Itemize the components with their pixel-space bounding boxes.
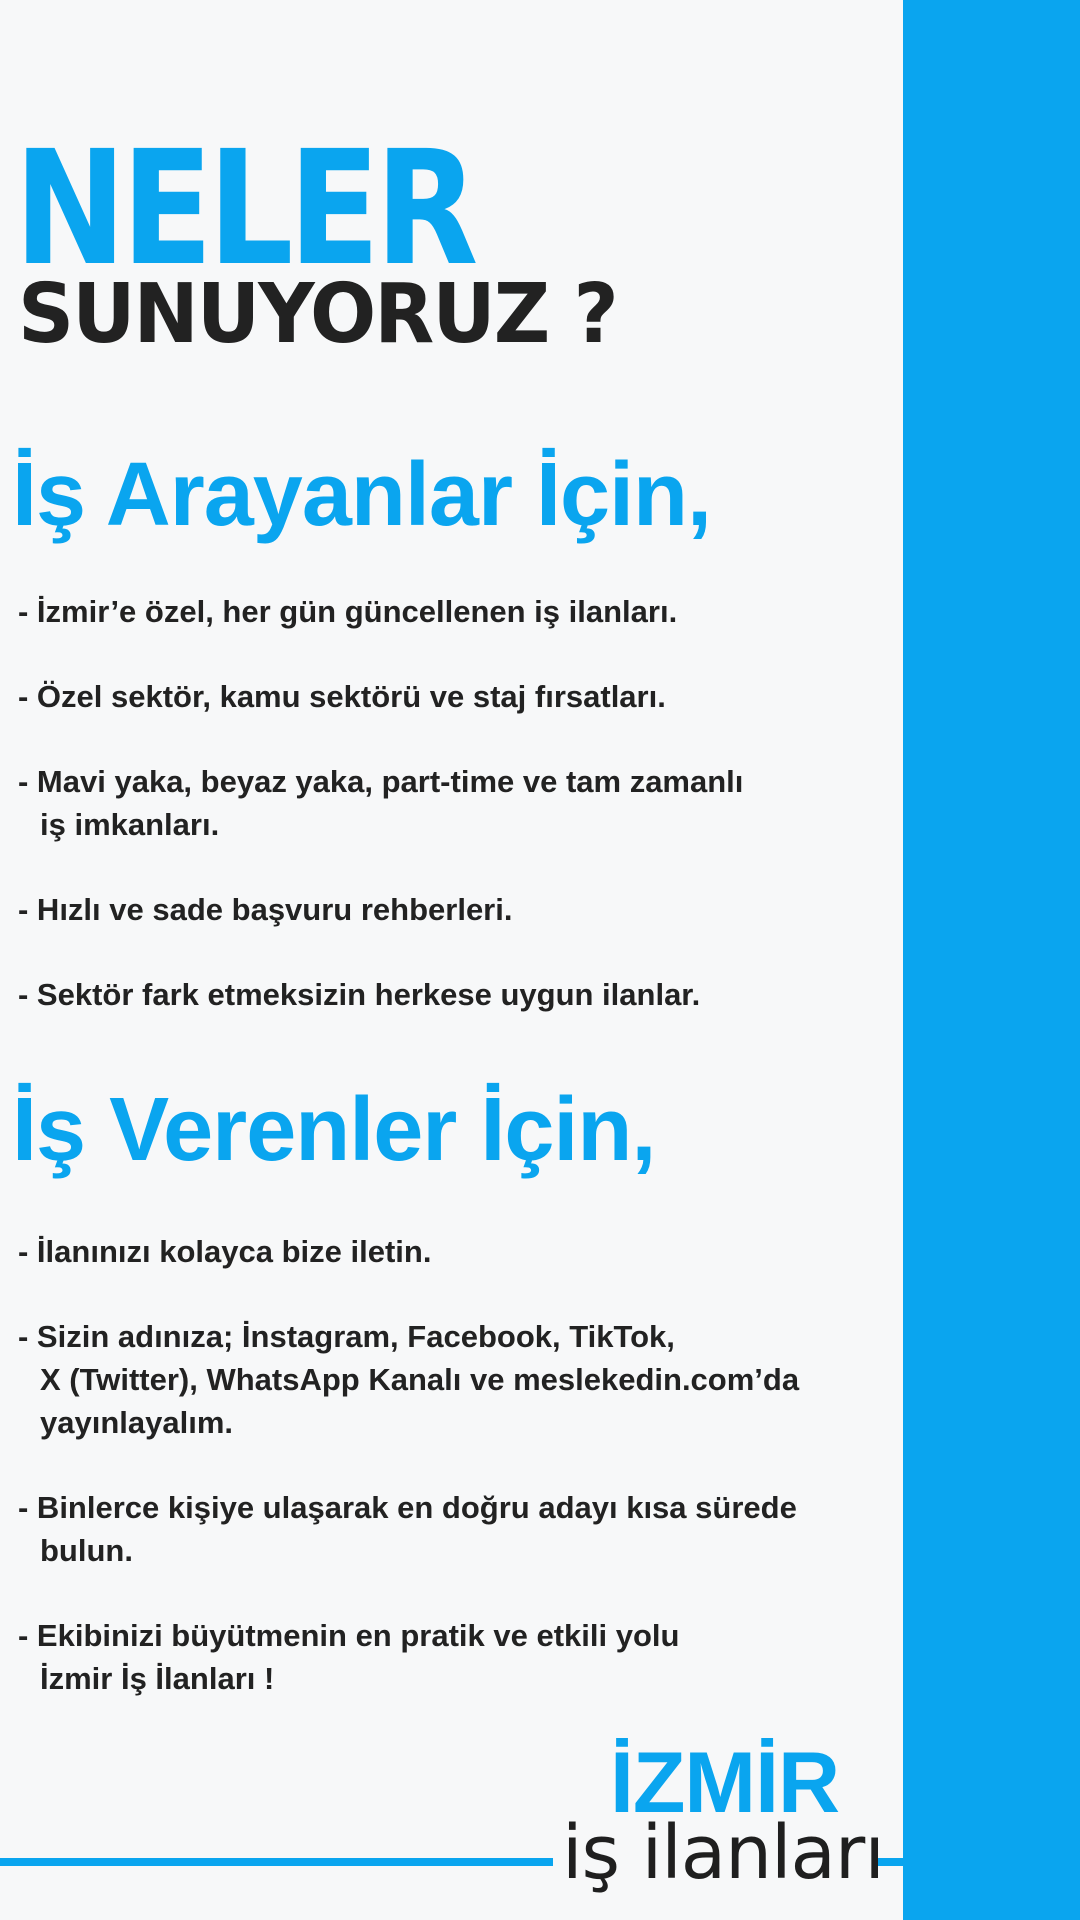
side-accent-bar <box>903 0 1080 1920</box>
list-item: - Özel sektör, kamu sektörü ve staj fırsatları. <box>18 679 666 714</box>
list-item: - Ekibinizi büyütmenin en pratik ve etkili yolu İzmir İş İlanları ! <box>18 1618 680 1696</box>
list-item: - İzmir’e özel, her gün güncellenen iş ilanları. <box>18 594 678 629</box>
logo-tagline-text: iş ilanları <box>562 1810 884 1896</box>
employers-title: İş Verenler İçin, <box>12 1080 656 1180</box>
list-item: - Mavi yaka, beyaz yaka, part-time ve tam zamanlı iş imkanları. <box>18 764 744 842</box>
list-item: - Hızlı ve sade başvuru rehberleri. <box>18 892 513 927</box>
list-item: - Binlerce kişiye ulaşarak en doğru adayı kısa sürede bulun. <box>18 1490 797 1568</box>
list-item: - İlanınızı kolayca bize iletin. <box>18 1234 432 1269</box>
list-item: - Sektör fark etmeksizin herkese uygun ilanlar. <box>18 977 701 1012</box>
employers-list <box>18 1230 858 1742</box>
list-item: - Sizin adınıza; İnstagram, Facebook, TikTok, X (Twitter), WhatsApp Kanalı ve meslekedin.com’da yayınlayalım. <box>18 1319 800 1440</box>
job-seekers-list <box>18 590 858 1058</box>
page-title-line-2: SUNUYORUZ ? <box>18 267 617 362</box>
logo-city-text: İZMİR <box>610 1735 840 1831</box>
job-seekers-title: İş Arayanlar İçin, <box>12 445 712 545</box>
logo-line-left <box>0 1858 553 1866</box>
page-title-line-1: NELER <box>14 117 474 301</box>
